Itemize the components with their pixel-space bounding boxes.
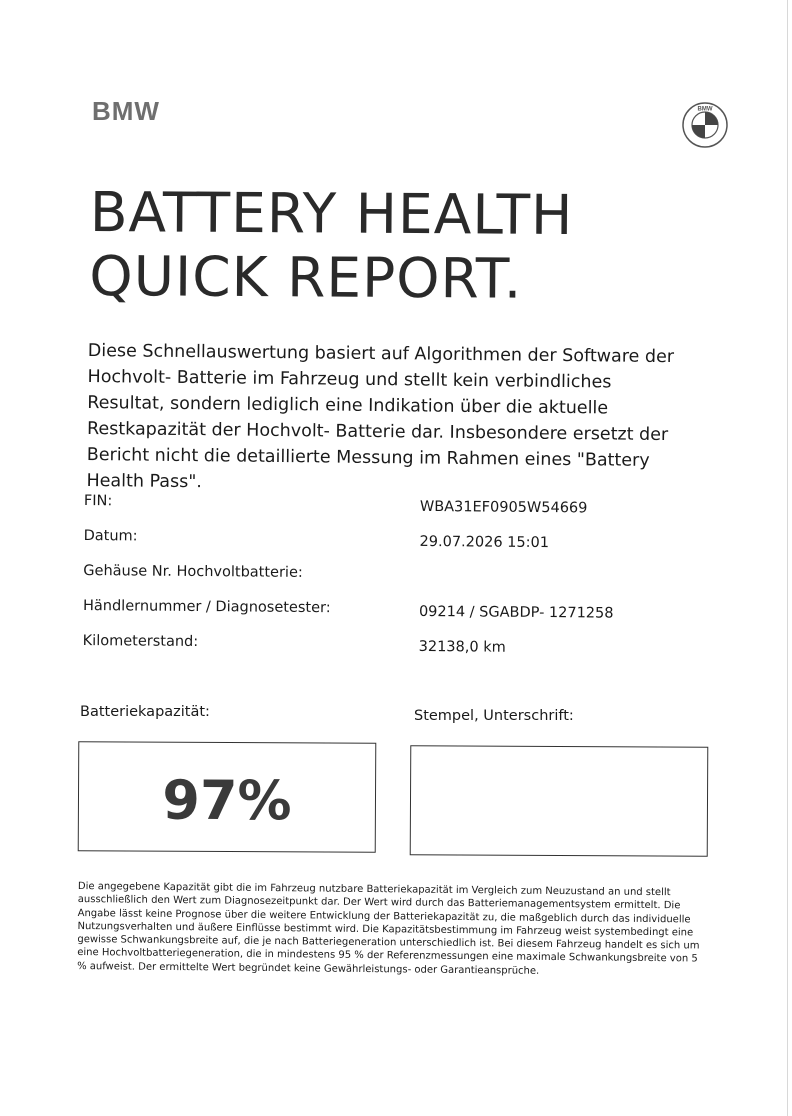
intro-paragraph: Diese Schnellauswertung basiert auf Algorithmen der Software der Hochvolt- Batterie im Fahrzeug und stellt kein verbindliches Resultat, sondern lediglich eine Indikation über die aktuelle Restkapazität der Hochvolt- Batterie dar. Insbesondere ersetzt der Bericht nicht die detaillierte Messung im Rahmen eines "Battery Health Pass". [86,340,675,493]
capacity-value: 97% [162,768,292,833]
bmw-roundel-icon [682,102,728,148]
field-value: 09214 / SGABDP- 1271258 [418,603,614,622]
disclaimer-text: Die angegebene Kapazität gibt die im Fahrzeug nutzbare Batteriekapazität im Vergleich zum Neuzustand an und stellt ausschließlich den Wert zum Diagnosezeitpunkt dar. Der Wert wird durch das Batteriemanagementsystem ermittelt. Die Angabe lässt keine Prognose über die weitere Entwicklung der Batteriekapazität zu, die maßgeblich durch das individuelle Nutzungsverhalten und äußere Einflüsse bestimmt wird. Die Kapazitätsbestimmung im Fahrzeug weist systembedingt eine gewisse Schwankungsbreite auf, die je nach Batteriegeneration unterschiedlich ist. Bei diesem Fahrzeug handelt es sich um eine Hochvoltbatteriegeneration, die in mindestens 95 % der Referenzmessungen eine maximale Schwankungsbreite von 5 % aufweist. Der ermittelte Wert begründet keine Gewährleistungs- oder Garantieansprüche. [77,880,700,977]
title-line-2: QUICK REPORT. [89,243,523,311]
field-row-dealer [83,598,643,638]
capacity-box [78,741,377,853]
field-row-date [83,528,643,568]
field-label: Händlernummer / Diagnosetester: [82,597,331,617]
field-label: FIN: [83,493,113,510]
field-row-fin [84,493,644,533]
field-label: Kilometerstand: [82,632,199,651]
field-label: Gehäuse Nr. Hochvoltbatterie: [83,562,303,581]
page-edge [787,0,788,1116]
brand-wordmark: BMW [92,96,160,126]
field-label: Datum: [83,527,138,545]
field-value: 32138,0 km [418,638,506,656]
report-fields [82,493,644,673]
field-value: 29.07.2026 15:01 [419,533,550,552]
stamp-label: Stempel, Unterschrift: [414,708,574,724]
field-value: WBA31EF0905W54669 [419,498,588,517]
field-row-mileage [82,633,642,673]
capacity-label: Batteriekapazität: [80,704,210,720]
stamp-signature-box [410,745,709,857]
page-title [89,180,690,312]
logo-letters: BMW [697,106,713,113]
title-line-1: BATTERY HEALTH [89,180,574,247]
field-row-housing-number [83,563,643,603]
